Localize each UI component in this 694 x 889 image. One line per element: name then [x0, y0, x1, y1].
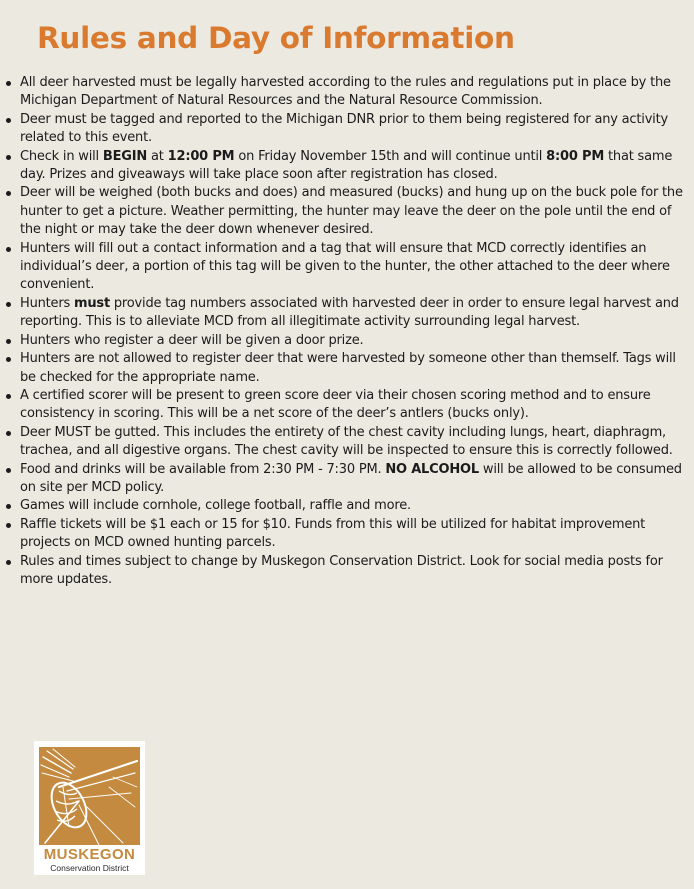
rule-text: that same day. Prizes and giveaways will take place soon after registration has closed. [20, 148, 673, 183]
rule-item [0, 424, 694, 461]
rule-item [0, 111, 694, 148]
rule-text: Games will include cornhole, college football, raffle and more. [20, 498, 411, 514]
rule-text: Hunters who register a deer will be given a door prize. [20, 332, 364, 348]
rule-text: Hunters will fill out a contact information and a tag that will ensure that MCD correctly identifies an individual’s deer, a portion of this tag will be given to the hunter, the other attached to the deer where convenient. [20, 240, 670, 293]
bullet-icon [6, 560, 11, 565]
rule-item [0, 387, 694, 424]
rule-text: Rules and times subject to change by Muskegon Conservation District. Look for social media posts for more updates. [20, 553, 663, 587]
rule-text: Raffle tickets will be $1 each or 15 for $10. Funds from this will be utilized for habitat improvement projects on MCD owned hunting parcels. [20, 516, 646, 551]
bullet-icon [6, 191, 11, 196]
muskegon-conservation-district-logo [34, 741, 145, 875]
rule-item [0, 350, 694, 387]
pine-cone-logo-icon [39, 747, 140, 845]
rule-text: on Friday November 15th and will continue until [234, 148, 547, 164]
logo-name: MUSKEGON [43, 846, 136, 863]
rule-item [0, 497, 694, 515]
rule-emphasis: 12:00 PM [167, 148, 235, 164]
rule-text: Check in will [20, 148, 103, 164]
rules-list [0, 74, 694, 589]
rule-item [0, 74, 694, 111]
rule-item [0, 295, 694, 332]
bullet-icon [6, 468, 11, 473]
rule-item [0, 461, 694, 498]
bullet-icon [6, 155, 11, 160]
rule-item [0, 332, 694, 350]
rule-item [0, 240, 694, 295]
rule-item [0, 553, 694, 590]
bullet-icon [6, 118, 11, 123]
rule-text: Deer MUST be gutted. This includes the entirety of the chest cavity including lungs, heart, diaphragm, trachea, and all digestive organs. The chest cavity will be inspected to ensure this is correctly followed. [20, 424, 673, 459]
bullet-icon [6, 339, 11, 344]
rule-emphasis: 8:00 PM [546, 148, 605, 164]
rule-emphasis: NO ALCOHOL [385, 461, 479, 477]
logo-subtitle: Conservation District [50, 863, 129, 873]
bullet-icon [6, 357, 11, 362]
rule-text: A certified scorer will be present to green score deer via their chosen scoring method and to ensure consistency in scoring. This will be a net score of the deer’s antlers (bucks only). [20, 387, 651, 422]
rule-text: will be allowed to be consumed on site per MCD policy. [20, 461, 682, 495]
rule-text: Hunters are not allowed to register deer that were harvested by someone other than themself. Tags will be checked for the appropriate name. [20, 351, 676, 385]
rule-text: All deer harvested must be legally harvested according to the rules and regulations put in place by the Michigan Department of Natural Resources and the Natural Resource Commission. [20, 75, 671, 109]
rule-item [0, 516, 694, 553]
rule-text: provide tag numbers associated with harvested deer in order to ensure legal harvest and reporting. This is to alleviate MCD from all illegitimate activity surrounding legal harvest. [20, 295, 679, 330]
rule-text: at [147, 148, 168, 164]
rule-text: Hunters [20, 295, 74, 311]
rule-item [0, 148, 694, 185]
rule-text: Food and drinks will be available from 2:30 PM - 7:30 PM. [20, 461, 386, 477]
bullet-icon [6, 431, 11, 436]
rule-text: Deer will be weighed (both bucks and does) and measured (bucks) and hung up on the buck pole for the hunter to get a picture. Weather permitting, the hunter may leave the deer on the pole until the end of the night or may take the deer down whenever desired. [20, 185, 683, 238]
rule-item [0, 184, 694, 239]
bullet-icon [6, 394, 11, 399]
bullet-icon [6, 81, 11, 86]
page-title: Rules and Day of Information [37, 21, 515, 55]
bullet-icon [6, 247, 11, 252]
bullet-icon [6, 504, 11, 509]
rule-emphasis: BEGIN [102, 148, 148, 164]
bullet-icon [6, 523, 11, 528]
rule-emphasis: must [74, 295, 110, 311]
bullet-icon [6, 302, 11, 307]
rule-text: Deer must be tagged and reported to the Michigan DNR prior to them being registered for any activity related to this event. [20, 111, 668, 146]
